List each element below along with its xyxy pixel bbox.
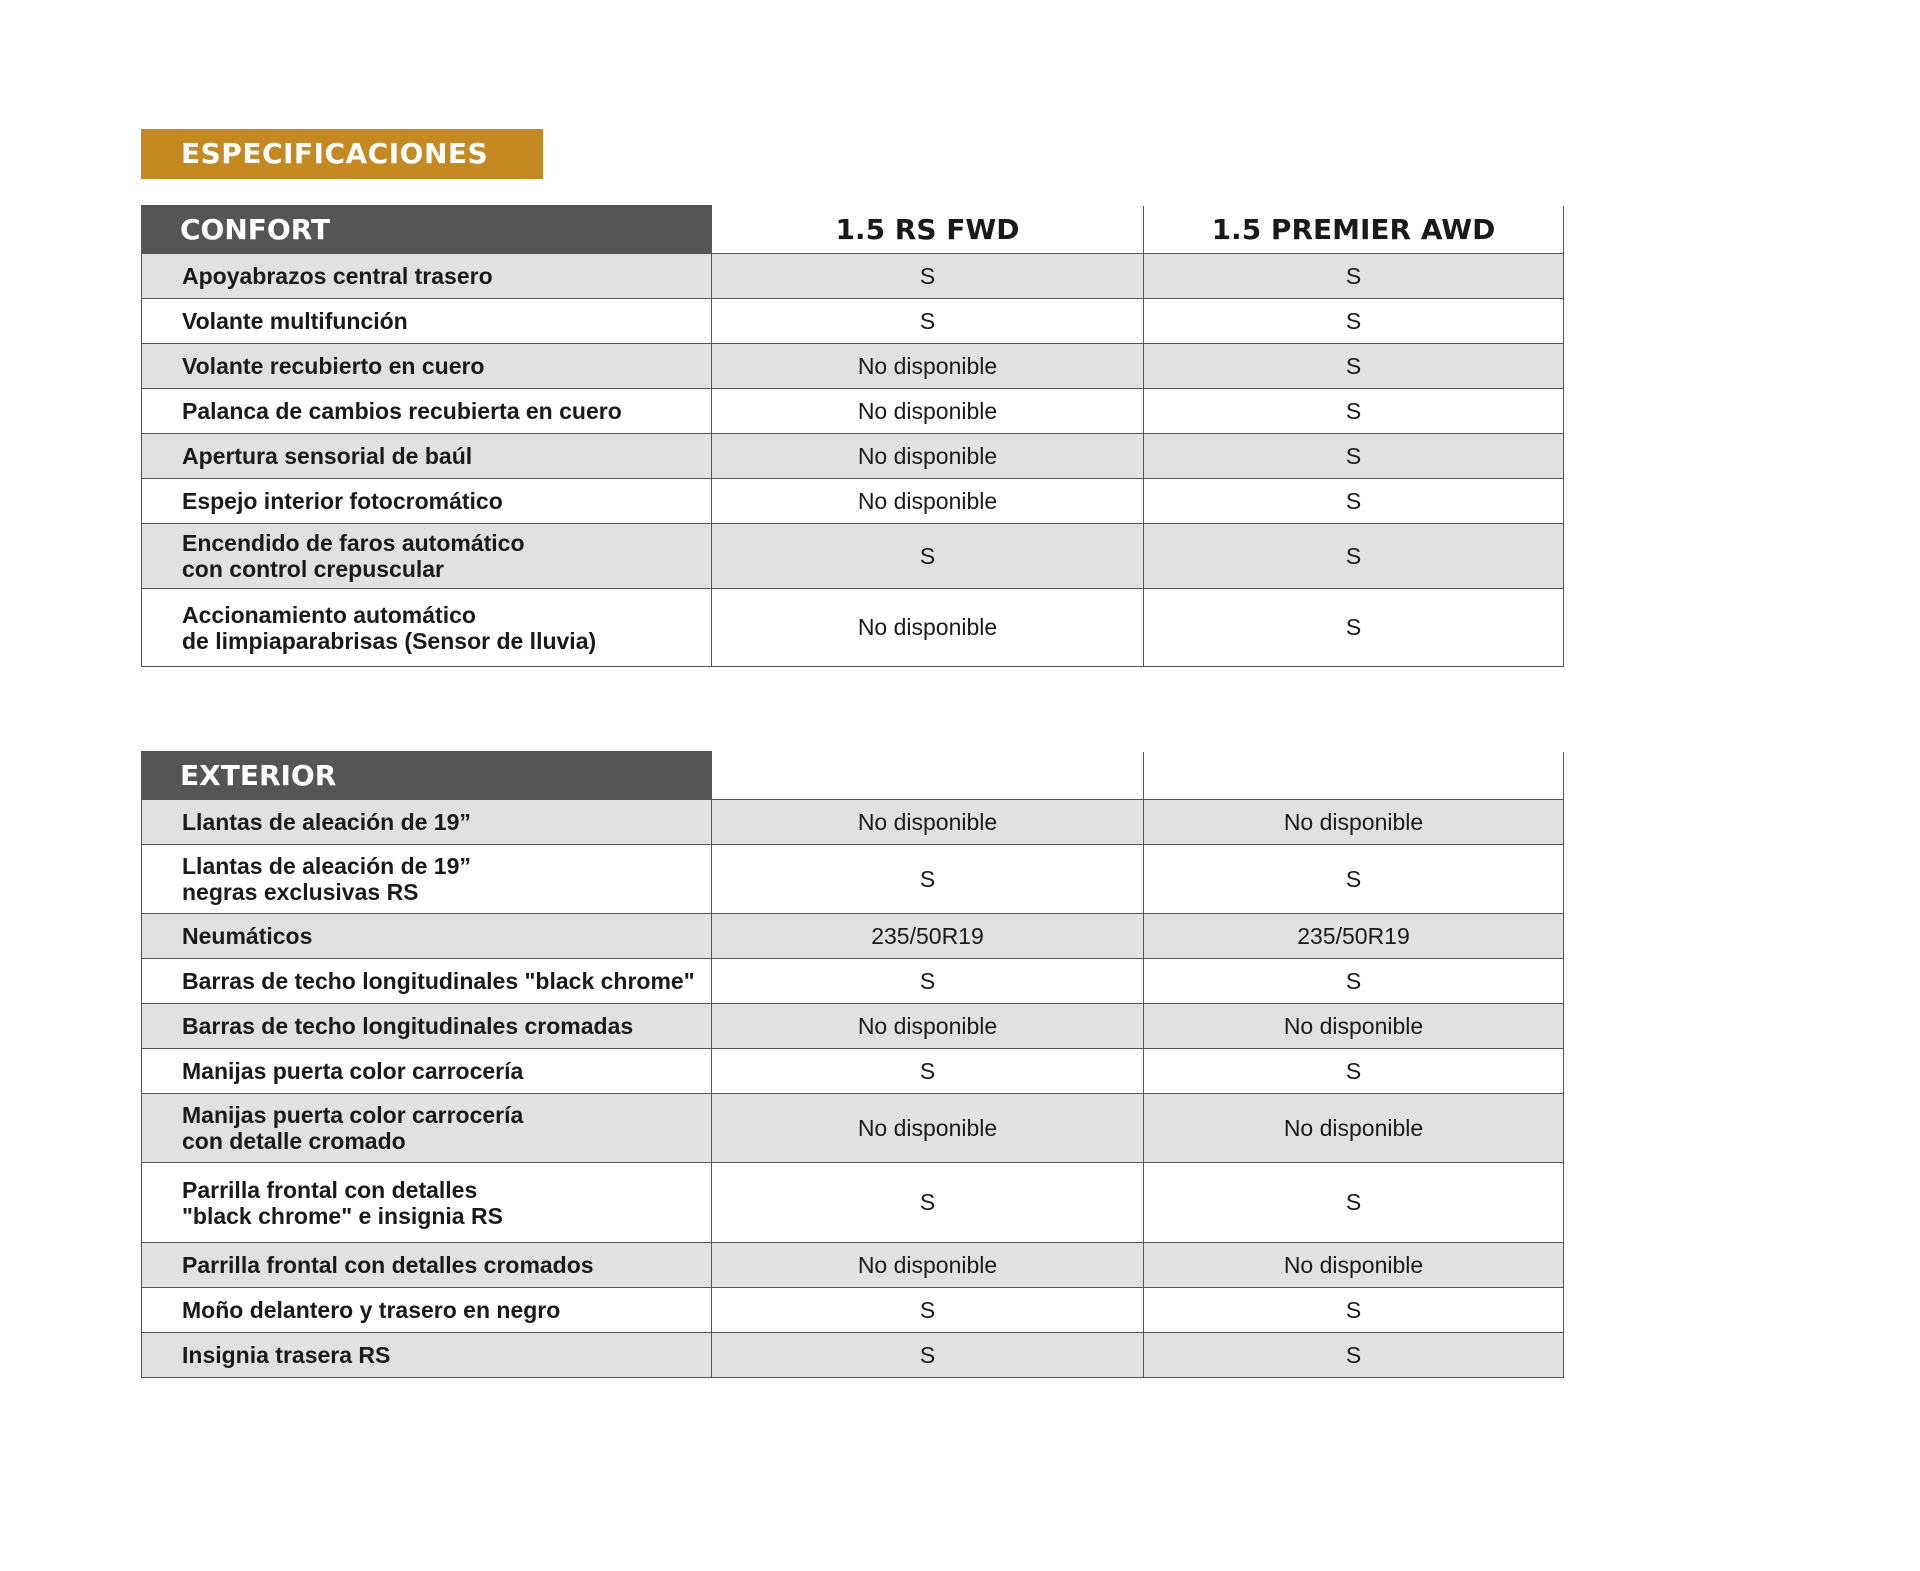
feature-label: Volante multifunción — [142, 299, 712, 344]
table-row — [142, 1288, 1564, 1333]
feature-label: Barras de techo longitudinales cromadas — [142, 1004, 712, 1049]
premier-value: No disponible — [1144, 1004, 1564, 1049]
feature-label: Moño delantero y trasero en negro — [142, 1288, 712, 1333]
confort-table — [141, 205, 1564, 667]
premier-value: S — [1144, 479, 1564, 524]
header-blank-cell — [1144, 752, 1564, 800]
table-row — [142, 959, 1564, 1004]
table-row — [142, 914, 1564, 959]
rs-value: No disponible — [712, 479, 1144, 524]
rs-value: S — [712, 254, 1144, 299]
header-blank-cell — [712, 752, 1144, 800]
rs-value: S — [712, 845, 1144, 914]
rs-value: No disponible — [712, 389, 1144, 434]
table-row — [142, 800, 1564, 845]
exterior-table — [141, 751, 1564, 1378]
premier-value: S — [1144, 434, 1564, 479]
rs-value: S — [712, 299, 1144, 344]
rs-value: S — [712, 1288, 1144, 1333]
rs-value: No disponible — [712, 434, 1144, 479]
rs-value: No disponible — [712, 589, 1144, 667]
feature-label: Insignia trasera RS — [142, 1333, 712, 1378]
feature-label: Parrilla frontal con detalles "black chrome" e insignia RS — [142, 1163, 712, 1243]
table-row — [142, 1094, 1564, 1163]
table-row — [142, 1049, 1564, 1094]
premier-value: No disponible — [1144, 1094, 1564, 1163]
feature-label: Llantas de aleación de 19” — [142, 800, 712, 845]
premier-value: S — [1144, 589, 1564, 667]
premier-value: S — [1144, 389, 1564, 434]
feature-label: Palanca de cambios recubierta en cuero — [142, 389, 712, 434]
model-premier-header: 1.5 PREMIER AWD — [1144, 206, 1564, 254]
feature-label: Accionamiento automático de limpiaparabrisas (Sensor de lluvia) — [142, 589, 712, 667]
rs-value: S — [712, 1333, 1144, 1378]
feature-label: Llantas de aleación de 19” negras exclusivas RS — [142, 845, 712, 914]
feature-label: Neumáticos — [142, 914, 712, 959]
exterior-heading: EXTERIOR — [142, 752, 712, 800]
premier-value: S — [1144, 1163, 1564, 1243]
table-row — [142, 1004, 1564, 1049]
rs-value: No disponible — [712, 1004, 1144, 1049]
table-row — [142, 389, 1564, 434]
table-row — [142, 1333, 1564, 1378]
feature-label: Parrilla frontal con detalles cromados — [142, 1243, 712, 1288]
table-row — [142, 344, 1564, 389]
premier-value: S — [1144, 344, 1564, 389]
table-row — [142, 1163, 1564, 1243]
table-row — [142, 524, 1564, 589]
rs-value: S — [712, 524, 1144, 589]
feature-label: Manijas puerta color carrocería — [142, 1049, 712, 1094]
premier-value: S — [1144, 845, 1564, 914]
rs-value: No disponible — [712, 1094, 1144, 1163]
table-row — [142, 1243, 1564, 1288]
confort-heading: CONFORT — [142, 206, 712, 254]
rs-value: S — [712, 1163, 1144, 1243]
premier-value: S — [1144, 254, 1564, 299]
premier-value: S — [1144, 299, 1564, 344]
rs-value: No disponible — [712, 344, 1144, 389]
feature-label: Apoyabrazos central trasero — [142, 254, 712, 299]
rs-value: No disponible — [712, 1243, 1144, 1288]
feature-label: Espejo interior fotocromático — [142, 479, 712, 524]
premier-value: No disponible — [1144, 800, 1564, 845]
rs-value: S — [712, 1049, 1144, 1094]
premier-value: S — [1144, 1049, 1564, 1094]
section-badge: ESPECIFICACIONES — [141, 129, 543, 179]
feature-label: Encendido de faros automático con control crepuscular — [142, 524, 712, 589]
table-row — [142, 845, 1564, 914]
premier-value: No disponible — [1144, 1243, 1564, 1288]
feature-label: Barras de techo longitudinales "black chrome" — [142, 959, 712, 1004]
premier-value: S — [1144, 524, 1564, 589]
premier-value: 235/50R19 — [1144, 914, 1564, 959]
premier-value: S — [1144, 959, 1564, 1004]
premier-value: S — [1144, 1333, 1564, 1378]
rs-value: S — [712, 959, 1144, 1004]
rs-value: No disponible — [712, 800, 1144, 845]
rs-value: 235/50R19 — [712, 914, 1144, 959]
premier-value: S — [1144, 1288, 1564, 1333]
feature-label: Apertura sensorial de baúl — [142, 434, 712, 479]
feature-label: Manijas puerta color carrocería con detalle cromado — [142, 1094, 712, 1163]
table-row — [142, 299, 1564, 344]
table-row — [142, 589, 1564, 667]
table-row — [142, 434, 1564, 479]
table-row — [142, 479, 1564, 524]
feature-label: Volante recubierto en cuero — [142, 344, 712, 389]
model-rs-header: 1.5 RS FWD — [712, 206, 1144, 254]
table-row — [142, 254, 1564, 299]
